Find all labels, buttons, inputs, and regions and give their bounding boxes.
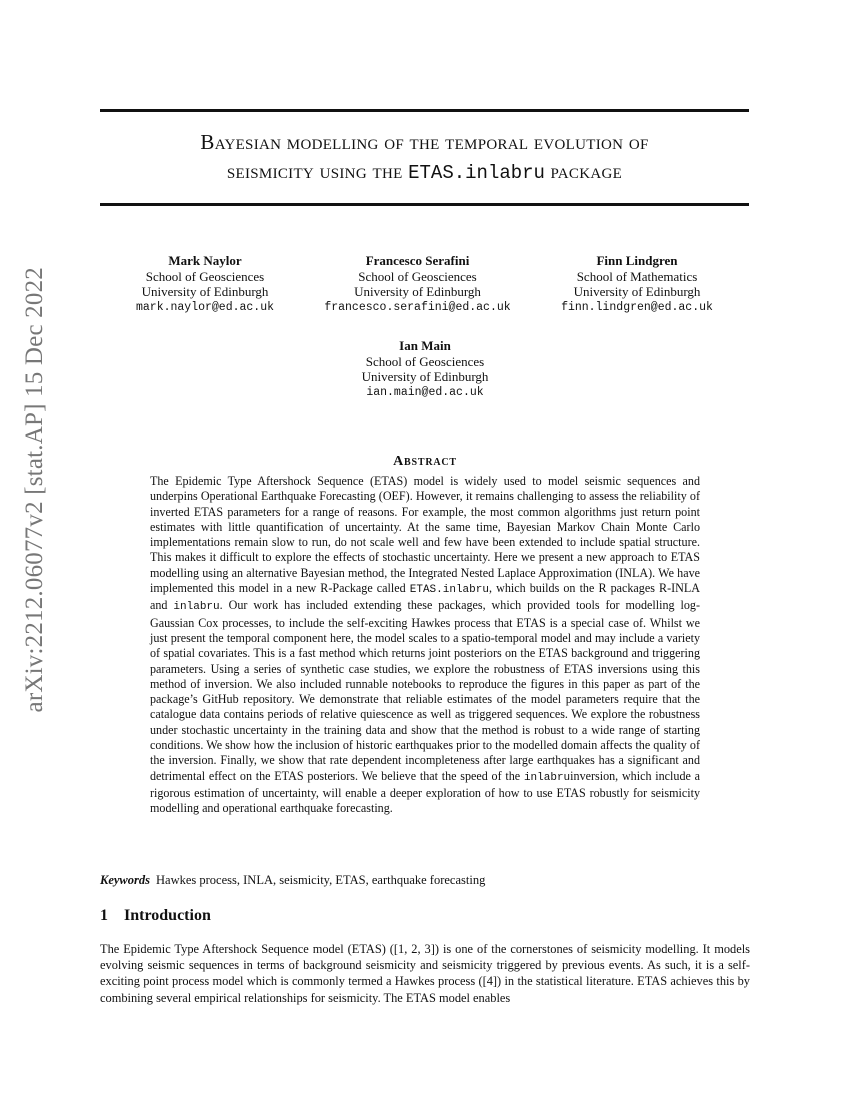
section-heading-introduction [100, 907, 211, 925]
introduction-text: The Epidemic Type Aftershock Sequence model (ETAS) ([1, 2, 3]) is one of the cornerstones of seismicity modelling. It models evolving seismic sequences in terms of background seismicity and seismicity triggered by previous events. As such, it is a self-exciting point process model which is commonly termed a Hawkes process ([4]) in the statistical literature. ETAS achieves this by combining several empirical relationships for seismicity. The ETAS model enables [100, 942, 750, 1005]
abstract-part-3: . Our work has included extending these packages, which provided tools for modelling log-Gaussian Cox processes, to include the self-exciting Hawkes process that ETAS is a special case of. Whilst we just present the temporal component here, the model scales to a spatio-temporal model and may include a variety of spatial covariates. This is a fast method which returns joint posteriors on the ETAS background and triggering parameters. Using a series of synthetic case studies, we explore the robustness of ETAS inversions using this method of inversion. We also included runnable notebooks to reproduce the figures in this paper as part of the package’s GitHub repository. We demonstrate that reliable estimates of the model parameters require that the catalogue data contains periods of relative quiescence as well as triggered sequences. We explore the robustness under stochastic uncertainty in the training data and show that the method is robust to a wide range of starting conditions. We show how the inclusion of historic earthquakes prior to the modelled domain affects the quality of the inversion. Finally, we show that rate dependent incompleteness after large earthquakes has a significant and detrimental effect on the ETAS posteriors. We believe that the speed of the [150, 598, 700, 783]
author-block [120, 253, 290, 315]
arxiv-identifier: arXiv:2212.06077v2 [stat.AP] 15 Dec 2022 [21, 267, 48, 713]
author-department: School of Geosciences [145, 268, 265, 284]
abstract-code-inlabru: inlabru [173, 601, 220, 614]
author-email: ian.main@ed.ac.uk [366, 385, 484, 399]
author-email: mark.naylor@ed.ac.uk [135, 300, 275, 314]
author-name: Finn Lindgren [596, 253, 678, 268]
author-name: Mark Naylor [168, 253, 242, 268]
title-line-2-prefix: seismicity using the [226, 159, 403, 183]
title-line-2-suffix: package [550, 159, 623, 183]
author-affiliation: University of Edinburgh [361, 369, 489, 384]
section-number: 1 [100, 907, 108, 924]
author-block [310, 253, 525, 315]
abstract-text [150, 474, 700, 817]
author-department: School of Mathematics [576, 268, 698, 284]
arxiv-sidebar [6, 267, 64, 713]
keywords-label: Keywords [100, 873, 150, 887]
title-rule-top [100, 109, 749, 112]
abstract-part-1: The Epidemic Type Aftershock Sequence (ETAS) model is widely used to model seismic sequences and underpins Operational Earthquake Forecasting (OEF). However, it remains challenging to assess the reliability of inverted ETAS parameters for a range of reasons. For example, the most common algorithms just return point estimates with little quantification of uncertainty. At the same time, Bayesian Markov Chain Monte Carlo implementations remain slow to run, do not scale well and few have been extended to include spatial structure. This makes it difficult to explore the effects of stochastic uncertainty. Here we present a new approach to ETAS modelling using an alternative Bayesian method, the Integrated Nested Laplace Approximation (INLA). We have implemented this model in a new R-Package called [150, 474, 700, 596]
section-title: Introduction [124, 907, 211, 924]
author-affiliation: University of Edinburgh [141, 284, 269, 299]
keywords-text: Hawkes process, INLA, seismicity, ETAS, earthquake forecasting [156, 873, 486, 887]
abstract-code-package: ETAS.inlabru [409, 584, 489, 597]
title-rule-bottom [100, 203, 749, 206]
author-department: School of Geosciences [358, 268, 477, 284]
author-affiliation: University of Edinburgh [573, 284, 701, 299]
paper-title [100, 128, 749, 188]
abstract-heading: Abstract [393, 454, 457, 469]
title-package-name: ETAS.inlabru [408, 162, 545, 184]
title-line-1: Bayesian modelling of the temporal evolution of [200, 130, 649, 154]
author-affiliation: University of Edinburgh [354, 284, 481, 299]
abstract-part-2: , which builds on the R packages R-INLA and [150, 581, 700, 613]
author-email: finn.lindgren@ed.ac.uk [561, 300, 713, 314]
author-block [330, 338, 520, 400]
author-name: Ian Main [399, 338, 451, 353]
keywords [100, 873, 750, 888]
author-department: School of Geosciences [365, 353, 485, 369]
author-block [550, 253, 724, 315]
abstract-part-4: inversion, which include a rigorous estimation of uncertainty, will enable a deeper exploration of how to use ETAS robustly for seismicity modelling and operational earthquake forecasting. [150, 768, 700, 816]
abstract-code-inlabru-2: inlabru [523, 771, 571, 784]
author-name: Francesco Serafini [365, 253, 470, 268]
author-email: francesco.serafini@ed.ac.uk [324, 300, 511, 314]
